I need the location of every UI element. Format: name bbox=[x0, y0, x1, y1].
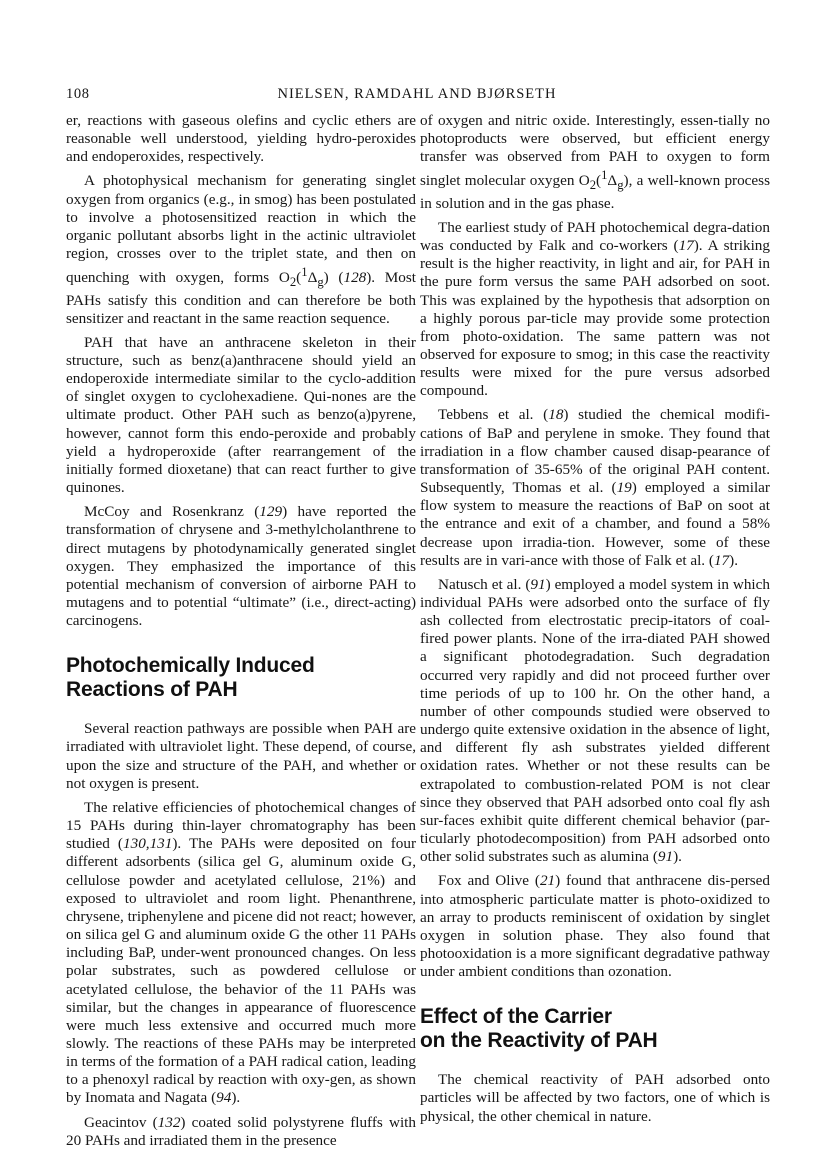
paragraph: The relative efficiencies of photochemical changes of 15 PAHs during thin-layer chromatography has been studied (130,131). The PAHs were deposited on four different adsorbents (silica gel G, aluminum oxide G, cellulose powder and acetylated cellulose, 21%) and exposed to ultraviolet and room light. Phenanthrene, chrysene, triphenylene and picene did not react; however, on silica gel G and aluminum oxide G the other 11 PAHs including BaP, under-went pronounced changes. On less polar substrates, such as powdered cellulose or acetylated cellulose, the behavior of the 11 PAHs was similar, but the changes in appearance of fluorescence were much less extensive and occurred much more slowly. The reactions of these PAHs may be interpreted in terms of the formation of a PAH radical cation, leading to a phenoxyl radical by reaction with oxy-gen, as shown by Inomata and Nagata (94). bbox=[66, 798, 417, 1107]
page-header bbox=[66, 86, 768, 108]
left-column bbox=[66, 112, 416, 1156]
paragraph: Several reaction pathways are possible when PAH are irradiated with ultraviolet light. These depend, of course, upon the size and structure of the PAH, and whether or not oxygen is present. bbox=[66, 720, 416, 792]
section-heading: Effect of the Carrier on the Reactivity of PAH bbox=[420, 1005, 658, 1053]
paragraph: Geacintov (132) coated solid polystyrene fluffs with 20 PAHs and irradiated them in the presence bbox=[66, 1113, 416, 1149]
paragraph: of oxygen and nitric oxide. Interestingly, essen-tially no photoproducts were observed, but efficient energy transfer was observed from PAH to oxygen to form singlet molecular oxygen $O_2(^1\Delta_g)$, a well-known process in solution and in the gas phase. bbox=[420, 112, 770, 212]
running-title: NIELSEN, RAMDAHL AND BJØRSETH bbox=[277, 86, 557, 102]
paragraph: A photophysical mechanism for generating singlet oxygen from organics (e.g., in smog) has been postulated to involve a photosensitized reaction in which the organic pollutant absorbs light in the actinic ultraviolet region, crosses over to the triplet state, and then on quenching with oxygen, forms $O_2(^1\Delta_g)$ (128). Most PAHs satisfy this condition and can therefore be both sensitizer and reactant in the same reaction sequence. bbox=[66, 172, 416, 327]
paragraph: er, reactions with gaseous olefins and cyclic ethers are reasonable well understood, yielding hydro-peroxides and endoperoxides, respectively. bbox=[66, 112, 416, 166]
paragraph: PAH that have an anthracene skeleton in their structure, such as benz(a)anthracene should yield an endoperoxide intermediate similar to the cyclo-addition of singlet oxygen to cyclohexadiene. Qui-nones are the ultimate product. Other PAH such as benzo(a)pyrene, however, cannot form this endo-peroxide and probably yield a hydroperoxide (after rearrangement of the initially formed dioxetane) that can react further to give quinones. bbox=[66, 333, 416, 497]
paragraph: Natusch et al. (91) employed a model system in which individual PAHs were adsorbed onto the surface of fly ash collected from electrostatic precip-itators of coal-fired power plants. None of the irra-diated PAH showed a significant photodegradation. Such degradation occurred very rapidly and did not proceed further over time periods of up to 100 hr. On the other hand, a number of other compounds studied were observed to undergo quite extensive oxidation in the absence of light, and different fly ash substrates yielded different oxidation rates. Whether or not these results can be extrapolated to combustion-related POM is not clear since they observed that PAH adsorbed onto coal fly ash sur-faces exhibit quite different chemical behavior (par-ticularly photodecomposition) from PAH adsorbed onto other solid substrates such as alumina (91). bbox=[420, 575, 770, 866]
right-column bbox=[420, 112, 770, 1132]
section-heading: Photochemically Induced Reactions of PAH bbox=[66, 654, 315, 702]
paragraph: McCoy and Rosenkranz (129) have reported the transformation of chrysene and 3-methylcholanthrene to direct mutagens by photodynamically generated singlet oxygen. They emphasized the importance of this potential mechanism of conversion of airborne PAH to mutagens and to potential “ultimate” (i.e., direct-acting) carcinogens. bbox=[66, 503, 416, 630]
paragraph: Tebbens et al. (18) studied the chemical modifi-cations of BaP and perylene in smoke. They found that irradiation in a flow chamber caused disap-pearance of transformation of 35-65% of the original PAH content. Subsequently, Thomas et al. (19) employed a similar flow system to measure the reactions of BaP on soot at the entrance and exit of a chamber, and found a 58% decrease upon irradia-tion. However, some of these results are in vari-ance with those of Falk et al. (17). bbox=[420, 406, 770, 569]
page-number: 108 bbox=[66, 86, 90, 102]
paragraph: Fox and Olive (21) found that anthracene dis-persed into atmospheric particulate matter is photo-oxidized to an array to products reminiscent of oxidation by singlet oxygen in solution phase. They also found that photooxidation is a more significant degradative pathway under ambient conditions than ozonation. bbox=[420, 872, 770, 981]
paragraph: The earliest study of PAH photochemical degra-dation was conducted by Falk and co-workers (17). A striking result is the higher reactivity, in light and air, for PAH in the pure form versus the same PAH adsorbed on soot. This was explained by the hypothesis that adsorption on a highly porous par-ticle may provide some protection from photo-oxidation. The same pattern was not observed for exposure to smog; in this case the reactivity results were mixed for the pure versus adsorbed compound. bbox=[420, 218, 770, 400]
paragraph: The chemical reactivity of PAH adsorbed onto particles will be affected by two factors, one of which is physical, the other chemical in nature. bbox=[420, 1071, 770, 1125]
